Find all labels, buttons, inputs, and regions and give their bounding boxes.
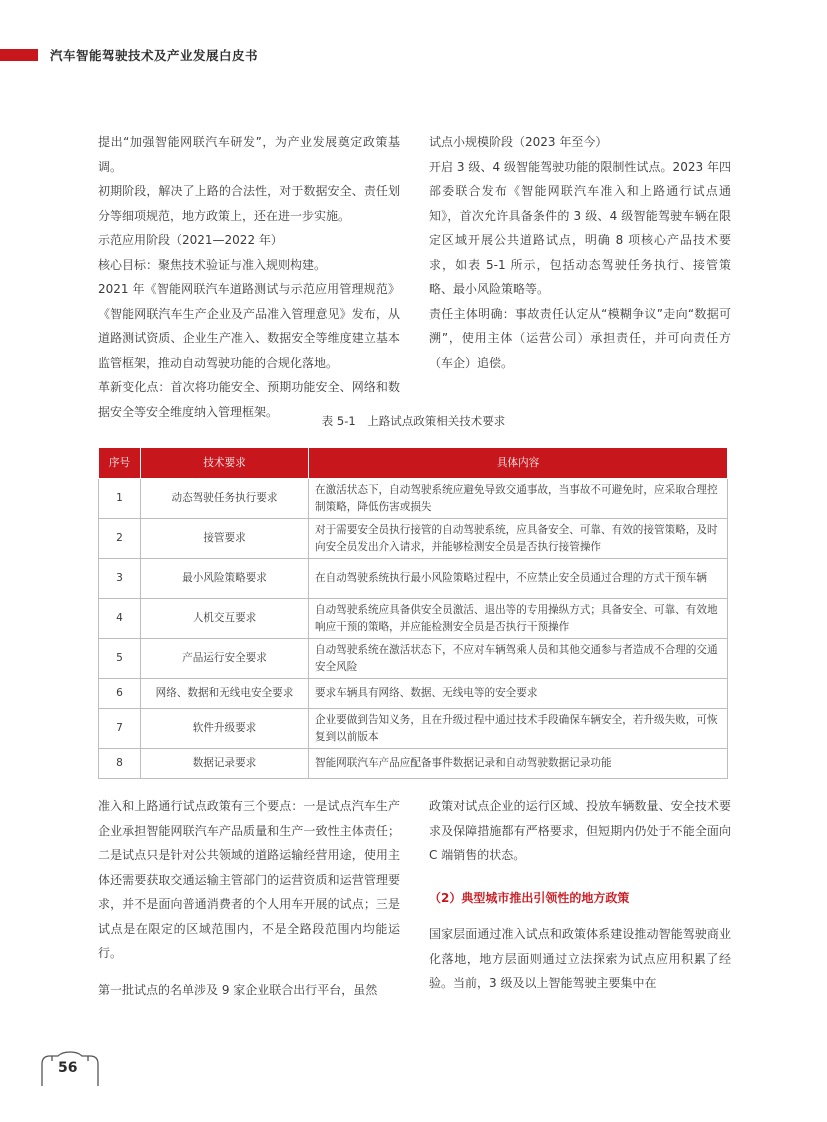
subheading: 试点小规模阶段（2023 年至今） — [429, 135, 608, 149]
paragraph: 初期阶段，解决了上路的合法性，对于数据安全、责任划分等细项规范，地方政策上，还在进一步实施。 — [98, 184, 400, 223]
paragraph: 2021 年《智能网联汽车道路测试与示范应用管理规范》《智能网联汽车生产企业及产品准入管理意见》发布，从道路测试资质、企业生产准入、数据安全等维度建立基本监管框架，推动自动驾驶功能的合规化落地。 — [98, 282, 400, 370]
table-row — [99, 559, 728, 599]
requirement-detail: 企业要做到告知义务，且在升级过程中通过技术手段确保车辆安全，若升级失败，可恢复到以前版本 — [309, 709, 728, 749]
paragraph: 核心目标：聚焦技术验证与准入规则构建。 — [98, 257, 327, 272]
paragraph: 责任主体明确：事故责任认定从“模糊争议”走向“数据可溯”，使用主体（运营公司）承担责任，并可向责任方（车企）追偿。 — [429, 306, 731, 370]
paragraph: 开启 3 级、4 级智能驾驶功能的限制性试点。2023 年四部委联合发布《智能网联汽车准入和上路通行试点通知》，首次允许具备条件的 3 级、4 级智能驾驶车辆在限定区域开展公共道路试点，明确 8 项核心产品技术要求，如表 5-1 所示，包括动态驾驶任务执行、接管策略、最小风险策略等。 — [429, 159, 731, 296]
paragraph: 提出“加强智能网联汽车研发”，为产业发展奠定政策基调。 — [98, 135, 400, 174]
table-row — [99, 519, 728, 559]
requirement-name: 软件升级要求 — [141, 709, 309, 749]
requirement-name: 最小风险策略要求 — [141, 559, 309, 599]
table-caption: 表 5-1 上路试点政策相关技术要求 — [321, 414, 506, 428]
page-number: 56 — [58, 1060, 78, 1076]
requirement-name: 数据记录要求 — [141, 749, 309, 779]
row-number: 7 — [99, 709, 141, 749]
requirement-detail: 自动驾驶系统应具备供安全员激活、退出等的专用操纵方式；具备安全、可靠、有效地响应干预的策略，并应能检测安全员是否执行干预操作 — [309, 599, 728, 639]
header-accent-bar — [0, 49, 38, 61]
column-header: 具体内容 — [309, 448, 728, 479]
bottom-right-column — [429, 794, 731, 996]
row-number: 5 — [99, 639, 141, 679]
row-number: 8 — [99, 749, 141, 779]
paragraph: 第一批试点的名单涉及 9 家企业联合出行平台，虽然 — [98, 982, 378, 997]
requirement-name: 产品运行安全要求 — [141, 639, 309, 679]
requirement-detail: 在激活状态下，自动驾驶系统应避免导致交通事故，当事故不可避免时，应采取合理控制策略，降低伤害或损失 — [309, 479, 728, 519]
paragraph: 政策对试点企业的运行区域、投放车辆数量、安全技术要求及保障措施都有严格要求，但短期内仍处于不能全面向 C 端销售的状态。 — [429, 799, 731, 862]
row-number: 2 — [99, 519, 141, 559]
requirement-name: 人机交互要求 — [141, 599, 309, 639]
right-column — [429, 130, 731, 375]
table-row — [99, 639, 728, 679]
requirement-detail: 在自动驾驶系统执行最小风险策略过程中，不应禁止安全员通过合理的方式干预车辆 — [309, 559, 728, 599]
table-row — [99, 479, 728, 519]
requirement-detail: 对于需要安全员执行接管的自动驾驶系统，应具备安全、可靠、有效的接管策略，及时向安全员发出介入请求，并能够检测安全员是否执行接管操作 — [309, 519, 728, 559]
requirements-table — [98, 447, 728, 779]
bottom-left-column — [98, 794, 400, 1002]
table-row — [99, 599, 728, 639]
row-number: 6 — [99, 679, 141, 709]
table-row — [99, 749, 728, 779]
row-number: 3 — [99, 559, 141, 599]
row-number: 1 — [99, 479, 141, 519]
requirement-detail: 自动驾驶系统在激活状态下，不应对车辆驾乘人员和其他交通参与者造成不合理的交通安全风险 — [309, 639, 728, 679]
column-header: 序号 — [99, 448, 141, 479]
column-header: 技术要求 — [141, 448, 309, 479]
subheading: 示范应用阶段（2021—2022 年） — [98, 233, 283, 247]
requirement-name: 动态驾驶任务执行要求 — [141, 479, 309, 519]
requirement-detail: 智能网联汽车产品应配备事件数据记录和自动驾驶数据记录功能 — [309, 749, 728, 779]
requirement-name: 接管要求 — [141, 519, 309, 559]
table-row — [99, 709, 728, 749]
row-number: 4 — [99, 599, 141, 639]
document-title: 汽车智能驾驶技术及产业发展白皮书 — [50, 48, 259, 63]
requirement-name: 网络、数据和无线电安全要求 — [141, 679, 309, 709]
table-row — [99, 679, 728, 709]
section-heading: （2）典型城市推出引领性的地方政策 — [429, 890, 630, 905]
paragraph: 革新变化点：首次将功能安全、预期功能安全、网络和数据安全等安全维度纳入管理框架。 — [98, 380, 400, 419]
paragraph: 准入和上路通行试点政策有三个要点：一是试点汽车生产企业承担智能网联汽车产品质量和生产一致性主体责任；二是试点只是针对公共领域的道路运输经营用途，使用主体还需要获取交通运输主管部门的运营资质和运营管理要求，并不是面向普通消费者的个人用车开展的试点；三是试点是在限定的区域范围内，不是全路段范围内均能运行。 — [98, 799, 400, 960]
requirement-detail: 要求车辆具有网络、数据、无线电等的安全要求 — [309, 679, 728, 709]
left-column — [98, 130, 400, 424]
paragraph: 国家层面通过准入试点和政策体系建设推动智能驾驶商业化落地，地方层面则通过立法探索为试点应用积累了经验。当前，3 级及以上智能驾驶主要集中在 — [429, 927, 731, 990]
